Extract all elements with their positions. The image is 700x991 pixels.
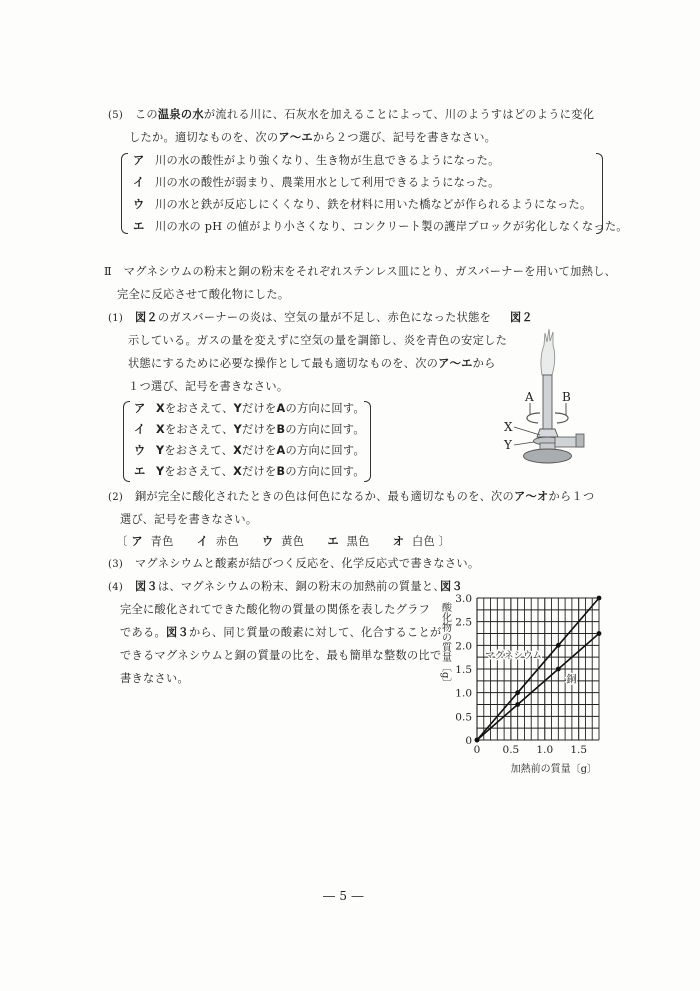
- q3-line: (3) マグネシウムと酸素が結びつく反応を、化学反応式で書きなさい。: [108, 557, 480, 570]
- figure3-title: 図３: [440, 580, 463, 593]
- data-point: [556, 643, 561, 648]
- data-point: [597, 596, 602, 601]
- q5-line1: (5) この温泉の水が流れる川に、石灰水を加えることによって、川のようすはどのように変化: [108, 108, 595, 121]
- q5-bracket-left: [121, 153, 128, 234]
- q5-option: イ 川の水の酸性が弱まり、農業用水として利用できるようになった。: [133, 176, 500, 189]
- q1-number: (1): [108, 313, 124, 324]
- q1-option: ウ Yをおさえて、XだけをAの方向に回す。: [134, 444, 366, 457]
- series-label-magnesium: マグネシウム: [485, 650, 542, 662]
- y-tick-label: 0.5: [455, 711, 472, 724]
- y-tick-label: 1.5: [455, 664, 472, 676]
- q4-number: (4): [108, 582, 124, 593]
- figure2-title: 図２: [510, 311, 533, 324]
- y-tick-label: 0: [465, 735, 472, 747]
- q5-option: ア 川の水の酸性がより強くなり、生き物が生息できるようになった。: [133, 154, 500, 167]
- data-point: [556, 667, 561, 672]
- burner-tube: [543, 375, 552, 430]
- q2-options: 〔 ア 青色 イ 赤色 ウ 黄色 エ 黒色 オ 白色 〕: [116, 535, 451, 548]
- section2-intro-line2: 完全に反応させて酸化物にした。: [117, 288, 290, 301]
- arrow-a-icon: [527, 413, 540, 423]
- y-tick-label: 2.5: [455, 616, 472, 629]
- page-number: ― 5 ―: [323, 889, 364, 903]
- q1-bracket-left: [123, 401, 130, 482]
- data-point: [515, 690, 520, 695]
- data-point: [515, 702, 520, 707]
- q1-line2: 示している。ガスの量を変えずに空気の量を調節し、炎を青色の安定した: [128, 334, 508, 347]
- q4-line4: できるマグネシウムと銅の質量の比を、最も簡単な整数の比で: [120, 649, 442, 662]
- burner-base: [524, 449, 572, 463]
- q1-line1: (1) 図２のガスバーナーの炎は、空気の量が不足し、赤色になった状態を: [108, 311, 492, 324]
- y-tick-label: 2.0: [455, 640, 472, 653]
- q1-bracket-right: [364, 401, 371, 482]
- y-tick-label: 1.0: [455, 687, 472, 700]
- q5-number: (5): [108, 110, 124, 121]
- gas-burner-illustration: [500, 325, 615, 470]
- q5-line2: したか。適切なものを、次のア～エから２つ選び、記号を書きなさい。: [129, 131, 497, 144]
- y-tick-label: 3.0: [455, 593, 472, 605]
- q4-line1: (4) 図３は、マグネシウムの粉末、銅の粉末の加熱前の質量と、: [108, 580, 445, 593]
- section2-intro-line1: Ⅱ マグネシウムの粉末と銅の粉末をそれぞれステンレス皿にとり、ガスバーナーを用いて加熱し、: [104, 265, 617, 278]
- chart-xlabel: 加熱前の質量〔g〕: [510, 764, 597, 775]
- data-point: [597, 631, 602, 636]
- q2-number: (2): [108, 492, 124, 503]
- label-b: B: [562, 390, 571, 404]
- x-tick-label: 1.0: [536, 744, 554, 756]
- figure3-chart: [425, 590, 615, 775]
- label-a: A: [525, 390, 534, 404]
- q2-line1: (2) 銅が完全に酸化されたときの色は何色になるか、最も適切なものを、次のア～オから１つ: [108, 490, 595, 503]
- section2-numeral: Ⅱ: [104, 265, 112, 278]
- q4-line3: である。図３から、同じ質量の酸素に対して、化合することが: [120, 626, 442, 639]
- x-tick-label: 0.5: [502, 744, 520, 756]
- q1-option: エ Yをおさえて、XだけをBの方向に回す。: [134, 465, 365, 478]
- chart-ylabel: 酸化物の質量〔g〕: [439, 602, 451, 689]
- q3-number: (3): [108, 559, 124, 570]
- q4-line2: 完全に酸化されてできた酸化物の質量の関係を表したグラフ: [120, 603, 431, 616]
- x-tick-label: 0: [473, 744, 481, 756]
- label-x: X: [504, 420, 513, 434]
- q4-line5: 書きなさい。: [120, 672, 189, 685]
- q2-line2: 選び、記号を書きなさい。: [120, 513, 258, 526]
- flame-icon: [541, 329, 555, 375]
- data-point: [475, 738, 480, 743]
- q1-line4: １つ選び、記号を書きなさい。: [128, 380, 289, 393]
- q5-option: ウ 川の水と鉄が反応しにくくなり、鉄を材料に用いた橋などが作られるようになった。: [133, 198, 592, 211]
- series-label-copper: 銅: [566, 674, 577, 686]
- q5-option: エ 川の水の pH の値がより小さくなり、コンクリート製の護岸ブロックが劣化しなくなった。: [133, 220, 628, 233]
- q1-option: イ Xをおさえて、YだけをBの方向に回す。: [134, 423, 365, 436]
- q1-line3: 状態にするために必要な操作として最も適切なものを、次のア～エから: [128, 357, 496, 370]
- x-tick-label: 1.5: [570, 744, 588, 756]
- q1-option: ア Xをおさえて、YだけをAの方向に回す。: [134, 402, 366, 415]
- label-y: Y: [504, 438, 512, 452]
